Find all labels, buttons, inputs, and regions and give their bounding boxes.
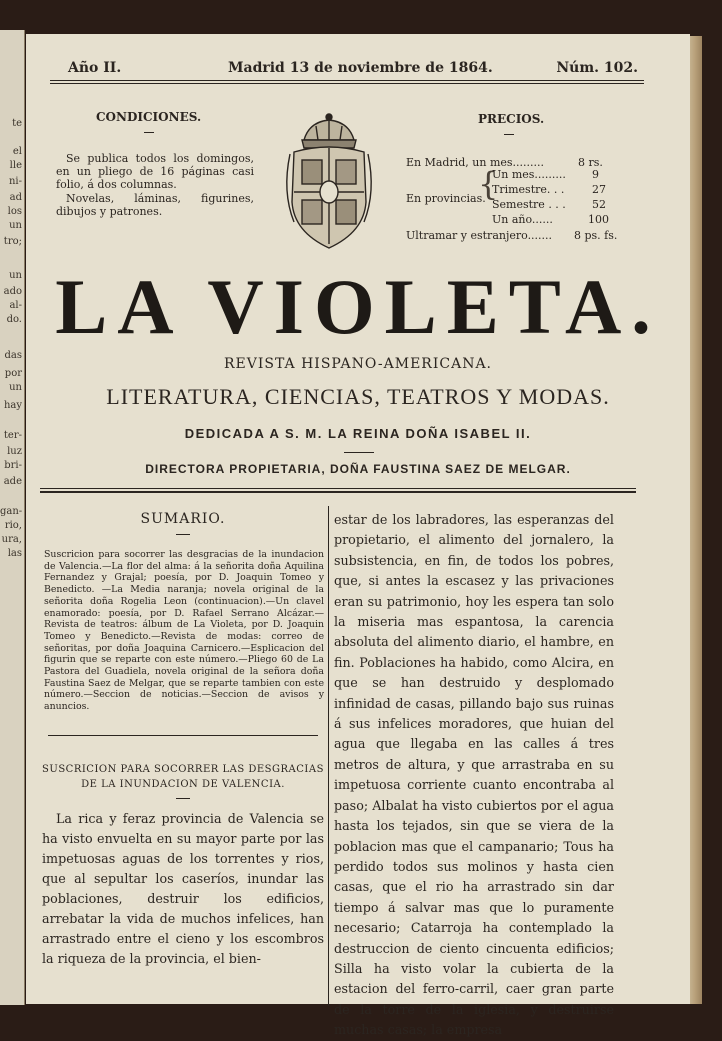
- price-madrid-value: 8 rs.: [578, 156, 603, 169]
- price-ultramar-label: Ultramar y estranjero.......: [406, 229, 553, 242]
- price-madrid-label: En Madrid, un mes.........: [406, 156, 545, 169]
- prev-page-fragment: lle: [9, 160, 22, 171]
- prev-page-fragment: luz: [7, 446, 22, 457]
- prev-page-fragment: do.: [6, 314, 22, 325]
- column-divider: [328, 506, 329, 1006]
- conditions-dash: [144, 132, 154, 133]
- price-row-label: Un mes.........: [492, 168, 566, 181]
- masthead-subtitle: REVISTA HISPANO-AMERICANA.: [223, 356, 493, 372]
- prices-title: PRECIOS.: [478, 112, 545, 126]
- royal-coat-of-arms: [274, 112, 384, 256]
- right-column: [334, 506, 614, 1041]
- prev-page-fragment: rio,: [4, 520, 22, 531]
- price-ultramar-value: 8 ps. fs.: [574, 229, 618, 242]
- masthead-dedication: DEDICADA A S. M. LA REINA DOÑA ISABEL II.: [184, 426, 532, 441]
- prev-page-fragment: el: [12, 146, 22, 157]
- prev-page-fragment: das: [4, 350, 22, 361]
- prev-page-fragment: te: [12, 118, 22, 129]
- prev-page-fragment: tro;: [3, 236, 22, 247]
- sumario-rule: [48, 735, 318, 736]
- prev-page-fragment: gan-: [0, 506, 23, 517]
- conditions-text-2: Novelas, láminas, figurines, dibujos y patrones.: [56, 192, 254, 218]
- masthead-rule: [40, 488, 636, 489]
- previous-page-edge: [0, 30, 25, 1005]
- prev-page-fragment: ter-: [3, 430, 22, 441]
- sumario-text: Suscricion para socorrer las desgracias de la inundacion de Valencia.—La flor del alma: á la señorita doña Aquilina Fernandez y Grajal; poesía, por D. Joaquin Tomeo y Benedicto. —La Media naranja; novela original de la señorita doña Rogelia Leon (continuacion).—Un clavel enamorado: poesía, por D. Rafael Serrano Alcázar.—Revista de teatros: álbum de La Violeta, por D. Joaquin Tomeo y Benedicto.—Revista de modas: correo de señoritas, por doña Joaquina Carnicero.—Esplicacion del figurin que se reparte con este número.—Pliego 60 de La Pastora del Guadiela, novela original de la señora doña Faustina Saez de Melgar, que se reparte tambien con este número.—Seccion de noticias.—Seccion de avisos y anuncios.: [44, 549, 324, 713]
- price-brace: {: [478, 165, 499, 203]
- left-column: [42, 506, 324, 969]
- article-title: SUSCRICION PARA SOCORRER LAS DESGRACIAS DE LA INUNDACION DE VALENCIA.: [42, 763, 324, 790]
- header-rule-2: [50, 83, 644, 84]
- prev-page-fragment: los: [7, 206, 22, 217]
- price-row-value: 27: [592, 183, 606, 196]
- article-body-right: estar de los labradores, las esperanzas del propietario, el alimento del jornalero, la subsistencia, en fin, de todos los pobres, que, si antes la escasez y las privaciones eran su patrimonio, hoy les espera tan solo la miseria mas espantosa, la carencia absoluta del alimento diario, el hambre, en fin. Poblaciones ha habido, como Alcira, en que se han destruido y desplomado infinidad de casas, pillando bajo sus ruinas á sus infelices moradores, que huian del agua que llegaba en las calles á tres metros de altura, y que arrastraba en su impetuosa corriente cuanto encontraba al paso; Albalat ha visto cubiertos por el agua hasta los tejados, sin que se viera de la poblacion mas que el campanario; Tous ha perdido todos sus molinos y hasta cien casas, que el rio ha arrastrado sin dar tiempo á salvar mas que lo puramente necesario; Catarroja ha contemplado la destruccion de ciento cincuenta edificios; Silla ha visto volar la cubierta de la estacion del ferro-carril, caer gran parte de la torre de la iglesia, y destruirse muchas casas; la empresa: [334, 512, 614, 1038]
- article-dash: [176, 798, 190, 799]
- prices-dash: [504, 134, 514, 135]
- book-page-edges: [688, 36, 702, 1004]
- issue-number: Núm. 102.: [556, 60, 638, 76]
- masthead-title: LA VIOLETA.: [55, 263, 661, 350]
- dedication-dash: [344, 452, 374, 453]
- prev-page-fragment: un: [9, 270, 22, 281]
- price-row-value: 100: [588, 213, 609, 226]
- prev-page-fragment: ad: [9, 192, 22, 203]
- prev-page-fragment: ado: [3, 286, 22, 297]
- header-rule: [50, 80, 644, 81]
- prev-page-fragment: por: [4, 368, 22, 379]
- sumario-dash: [176, 534, 190, 535]
- newspaper-page: [26, 34, 690, 1038]
- price-row-value: 9: [592, 168, 599, 181]
- prev-page-fragment: al-: [9, 300, 22, 311]
- prev-page-fragment: un: [9, 382, 22, 393]
- prev-page-fragment: ade: [3, 476, 22, 487]
- prev-page-fragment: un: [9, 220, 22, 231]
- masthead-director: DIRECTORA PROPIETARIA, DOÑA FAUSTINA SAEZ DE MELGAR.: [145, 462, 571, 476]
- sumario-title: SUMARIO.: [140, 511, 226, 527]
- price-provinces-label: En provincias.: [406, 192, 486, 205]
- conditions-text-1: Se publica todos los domingos, en un pliego de 16 páginas casi folio, á dos columnas.: [56, 152, 254, 191]
- article-body-left: La rica y feraz provincia de Valencia se ha visto envuelta en su mayor parte por las impetuosas aguas de los torrentes y rios, que al sepultar los caseríos, inundar las poblaciones, destruir los edificios, arrebatar la vida de muchos infelices, han arrastrado entre el cieno y los escombros la riqueza de la provincia, el bien-: [42, 810, 324, 966]
- masthead-topics: LITERATURA, CIENCIAS, TEATROS Y MODAS.: [106, 384, 610, 409]
- issue-date: Madrid 13 de noviembre de 1864.: [228, 60, 493, 76]
- prev-page-fragment: bri-: [4, 460, 22, 471]
- prev-page-fragment: ura,: [1, 534, 22, 545]
- prev-page-fragment: hay: [3, 400, 22, 411]
- price-row-value: 52: [592, 198, 606, 211]
- issue-year: Año II.: [68, 60, 122, 76]
- price-row-label: Trimestre. . .: [492, 183, 565, 196]
- price-row-label: Un año......: [492, 213, 553, 226]
- masthead-rule-2: [40, 491, 636, 493]
- prev-page-fragment: ni-: [8, 176, 22, 187]
- price-row-label: Semestre . . .: [492, 198, 566, 211]
- conditions-title: CONDICIONES.: [96, 110, 202, 124]
- prev-page-fragment: las: [7, 548, 22, 559]
